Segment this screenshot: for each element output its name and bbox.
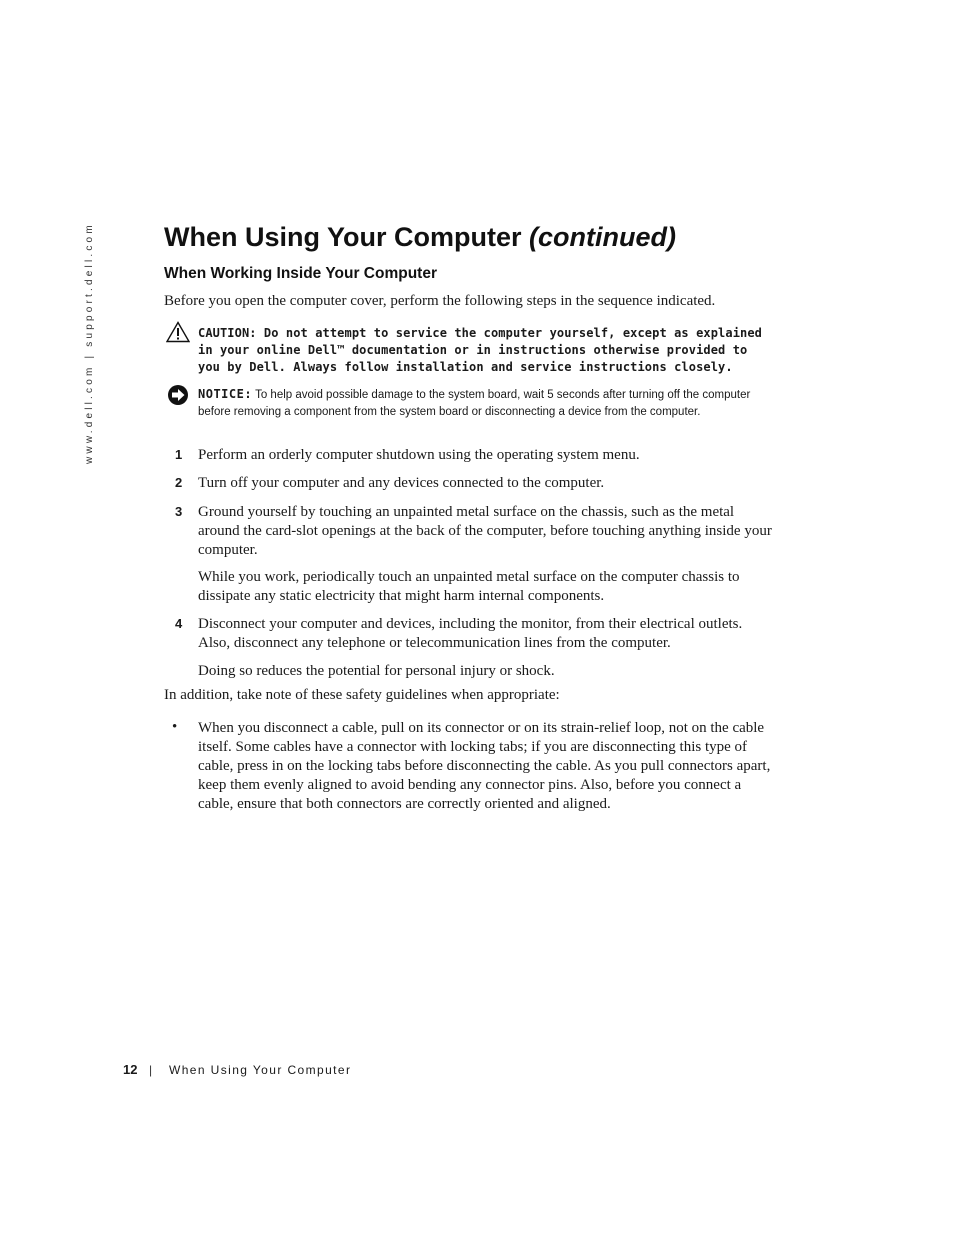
page-title <box>164 222 676 253</box>
warning-triangle-icon <box>166 321 190 343</box>
step-text: Turn off your computer and any devices connected to the computer. <box>198 475 605 491</box>
step-note: Doing so reduces the potential for personal injury or shock. <box>198 663 555 679</box>
step-number: 1 <box>175 447 183 462</box>
intro-paragraph: Before you open the computer cover, perform the following steps in the sequence indicated. <box>164 293 716 309</box>
caution-text: CAUTION: Do not attempt to service the computer yourself, except as explained in your online Dell™ documentation or in instructions otherwise provided to you by Dell. Always follow installation and service instructions closely. <box>198 326 762 374</box>
footer-separator: | <box>149 1063 153 1077</box>
notice-text <box>198 386 774 421</box>
footer-chapter-title: When Using Your Computer <box>169 1063 352 1077</box>
sidebar-url: www.dell.com | support.dell.com <box>84 222 95 464</box>
notice-body: To help avoid possible damage to the system board, wait 5 seconds after turning off the computer before removing a component from the system board or disconnecting a device from the computer. <box>198 389 751 418</box>
section-title: When Working Inside Your Computer <box>164 265 437 282</box>
notice-label: NOTICE: <box>198 387 253 401</box>
bullet-dot: • <box>172 719 178 735</box>
step-text: Disconnect your computer and devices, including the monitor, from their electrical outlets. Also, disconnect any telephone or telecommunication lines from the computer. <box>198 616 743 651</box>
step-note: While you work, periodically touch an unpainted metal surface on the computer chassis to dissipate any static electricity that might harm internal components. <box>198 569 740 604</box>
page-number: 12 <box>123 1062 138 1077</box>
step-number: 4 <box>175 616 183 631</box>
bullet-text: When you disconnect a cable, pull on its connector or on its strain-relief loop, not on the cable itself. Some cables have a connector with locking tabs; if you are disconnecting this type of cable, press in on the locking tabs before disconnecting the cable. As you pull connectors apart, keep them evenly aligned to avoid bending any connector pins. Also, before you connect a cable, ensure that both connectors are correctly oriented and aligned. <box>198 720 771 812</box>
notice-arrow-icon <box>167 384 189 406</box>
step-number: 3 <box>175 504 183 519</box>
step-number: 2 <box>175 475 183 490</box>
step-text: Ground yourself by touching an unpainted metal surface on the chassis, such as the metal around the card-slot openings at the back of the computer, before touching anything inside your computer. <box>198 504 772 558</box>
step-text: Perform an orderly computer shutdown using the operating system menu. <box>198 447 640 463</box>
page-title-main: When Using Your Computer <box>164 222 522 252</box>
page-title-continued: (continued) <box>529 222 676 252</box>
guidelines-intro: In addition, take note of these safety guidelines when appropriate: <box>164 687 560 703</box>
